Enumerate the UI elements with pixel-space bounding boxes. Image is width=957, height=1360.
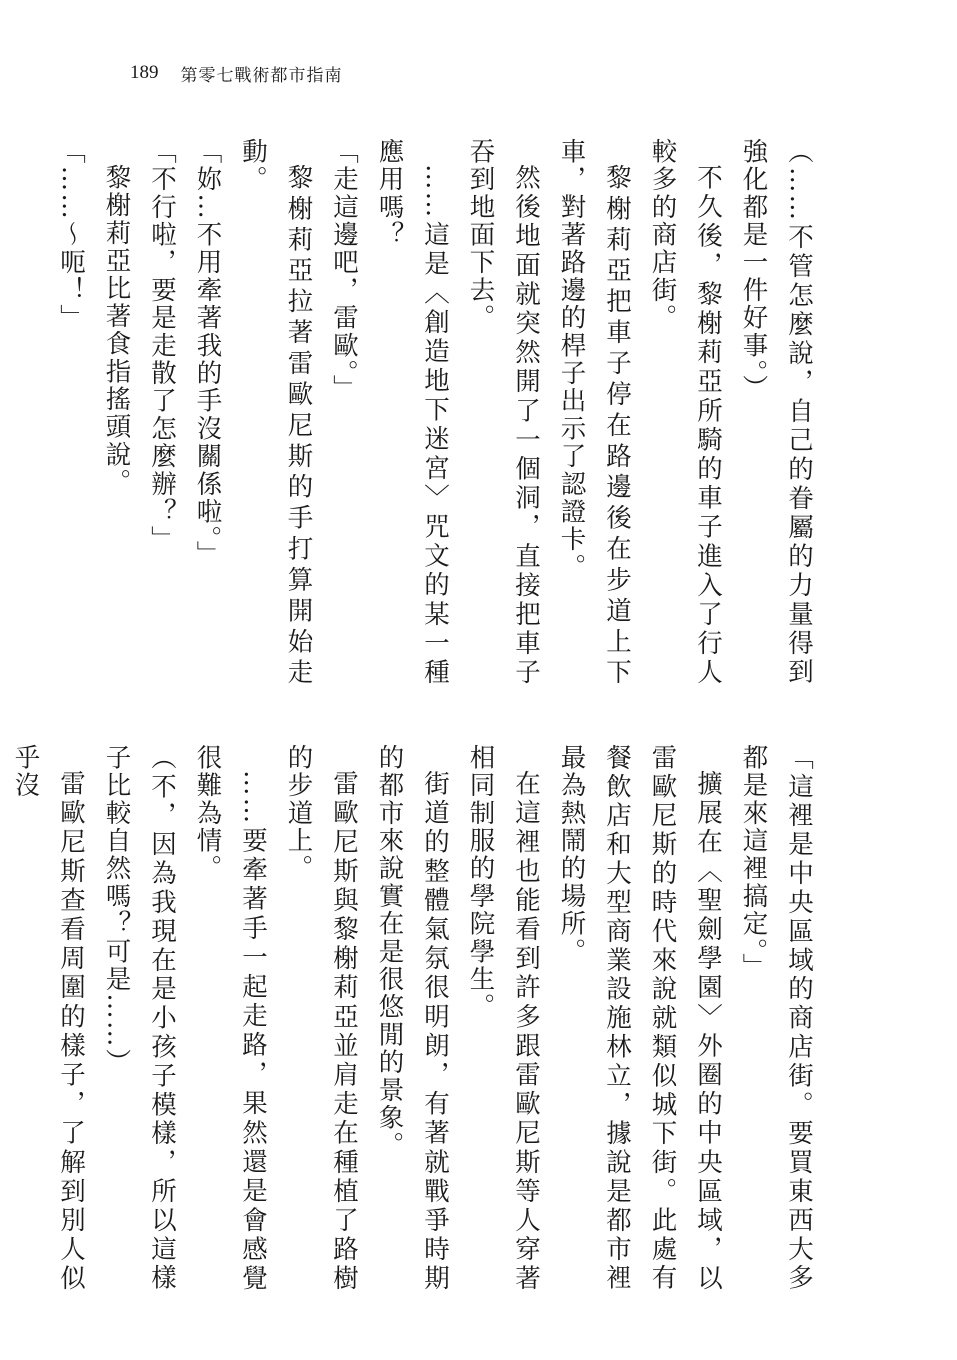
paragraph: 「不行啦，要是走散了怎麼辦？」 bbox=[147, 138, 177, 554]
paragraph: 黎榭莉亞比著食指搖頭說。 bbox=[101, 163, 132, 496]
paragraph: 然後地面就突然開了一個洞，直接把車子吞到地面下去。 bbox=[465, 138, 541, 686]
paragraph: 「妳…不用牽著我的手沒關係啦。」 bbox=[192, 138, 223, 569]
paragraph: 「走這邊吧，雷歐。」 bbox=[329, 138, 359, 403]
paragraph: ……這是〈創造地下迷宮〉咒文的某一種應用嗎？ bbox=[374, 138, 450, 686]
paragraph: 雷歐尼斯與黎榭莉亞並肩走在種植了路樹的步道上。 bbox=[283, 744, 359, 1292]
paragraph: 在這裡也能看到許多跟雷歐尼斯等人穿著相同制服的學院學生。 bbox=[465, 744, 541, 1292]
paragraph: （不，因為我現在是小孩子模樣，所以這樣子比較自然嗎？可是……） bbox=[101, 744, 177, 1292]
text-column-bottom bbox=[2, 744, 821, 1292]
paragraph: 擴展在〈聖劍學園〉外圈的中央區域，以雷歐尼斯的時代來說就類似城下街。此處有餐飲店和大型商業設施林立，據說是都市裡最為熱鬧的場所。 bbox=[556, 744, 723, 1292]
running-header bbox=[130, 58, 343, 88]
paragraph: ……要牽著手一起走路，果然還是會感覺很難為情。 bbox=[192, 744, 268, 1292]
paragraph: 不久後，黎榭莉亞所騎的車子進入了行人較多的商店街。 bbox=[647, 138, 723, 686]
paragraph: （……不管怎麼說，自己的眷屬的力量得到強化都是一件好事。） bbox=[738, 138, 814, 686]
running-title: 第零七戰術都市指南 bbox=[180, 65, 343, 86]
paragraph: 街道的整體氣氛很明朗，有著就戰爭時期的都市來說實在是很悠閒的景象。 bbox=[374, 744, 450, 1292]
paragraph: 黎榭莉亞把車子停在路邊後在步道上下車，對著路邊的桿子出示了認證卡。 bbox=[556, 138, 632, 686]
paragraph: 「……～呃！」 bbox=[56, 138, 86, 332]
paragraph: 雷歐尼斯查看周圍的樣子，了解到別人似乎沒 bbox=[10, 744, 86, 1292]
paragraph: 黎榭莉亞拉著雷歐尼斯的手打算開始走動。 bbox=[238, 138, 314, 686]
paragraph: 「這裡是中央區域的商店街。要買東西大多都是來這裡搞定。」 bbox=[738, 744, 814, 1292]
page-number: 189 bbox=[130, 62, 159, 83]
text-column-top bbox=[48, 138, 822, 686]
